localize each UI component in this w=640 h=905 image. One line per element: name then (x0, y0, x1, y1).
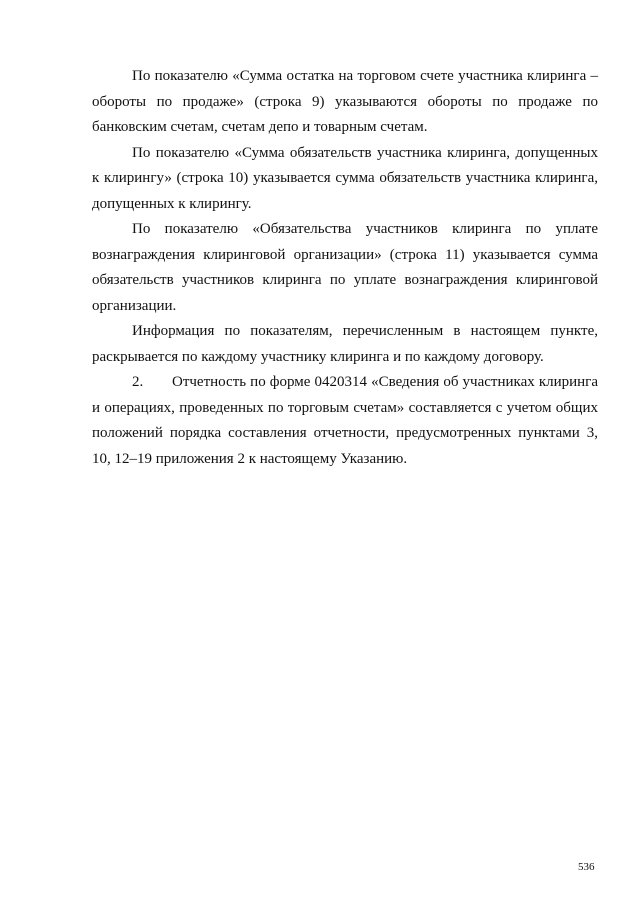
paragraph-row-10: По показателю «Сумма обязательств участника клиринга, допущенных к клирингу» (строка 10) указывается сумма обязательств участника клиринга, допущенных к клирингу. (92, 144, 598, 212)
paragraph-row-11: По показателю «Обязательства участников клиринга по уплате вознаграждения клиринговой организации» (строка 11) указывается сумма обязательств участников клиринга по уплате вознаграждения клиринговой организации. (92, 221, 598, 314)
item-number: 2. (132, 374, 144, 390)
numbered-item-2 (92, 370, 598, 472)
body-text (92, 64, 598, 472)
paragraph-disclosure: Информация по показателям, перечисленным в настоящем пункте, раскрывается по каждому участнику клиринга и по каждому договору. (92, 323, 598, 365)
page-number: 536 (578, 861, 595, 873)
paragraph-row-9: По показателю «Сумма остатка на торговом счете участника клиринга – обороты по продаже» (строка 9) указываются обороты по продаже по банковским счетам, счетам депо и товарным счетам. (92, 68, 598, 135)
item-text: Отчетность по форме 0420314 «Сведения об участниках клиринга и операциях, проведенных по торговым счетам» составляется с учетом общих положений порядка составления отчетности, предусмотренных пунктами 3, 10, 12–19 приложения 2 к настоящему Указанию. (92, 374, 598, 467)
